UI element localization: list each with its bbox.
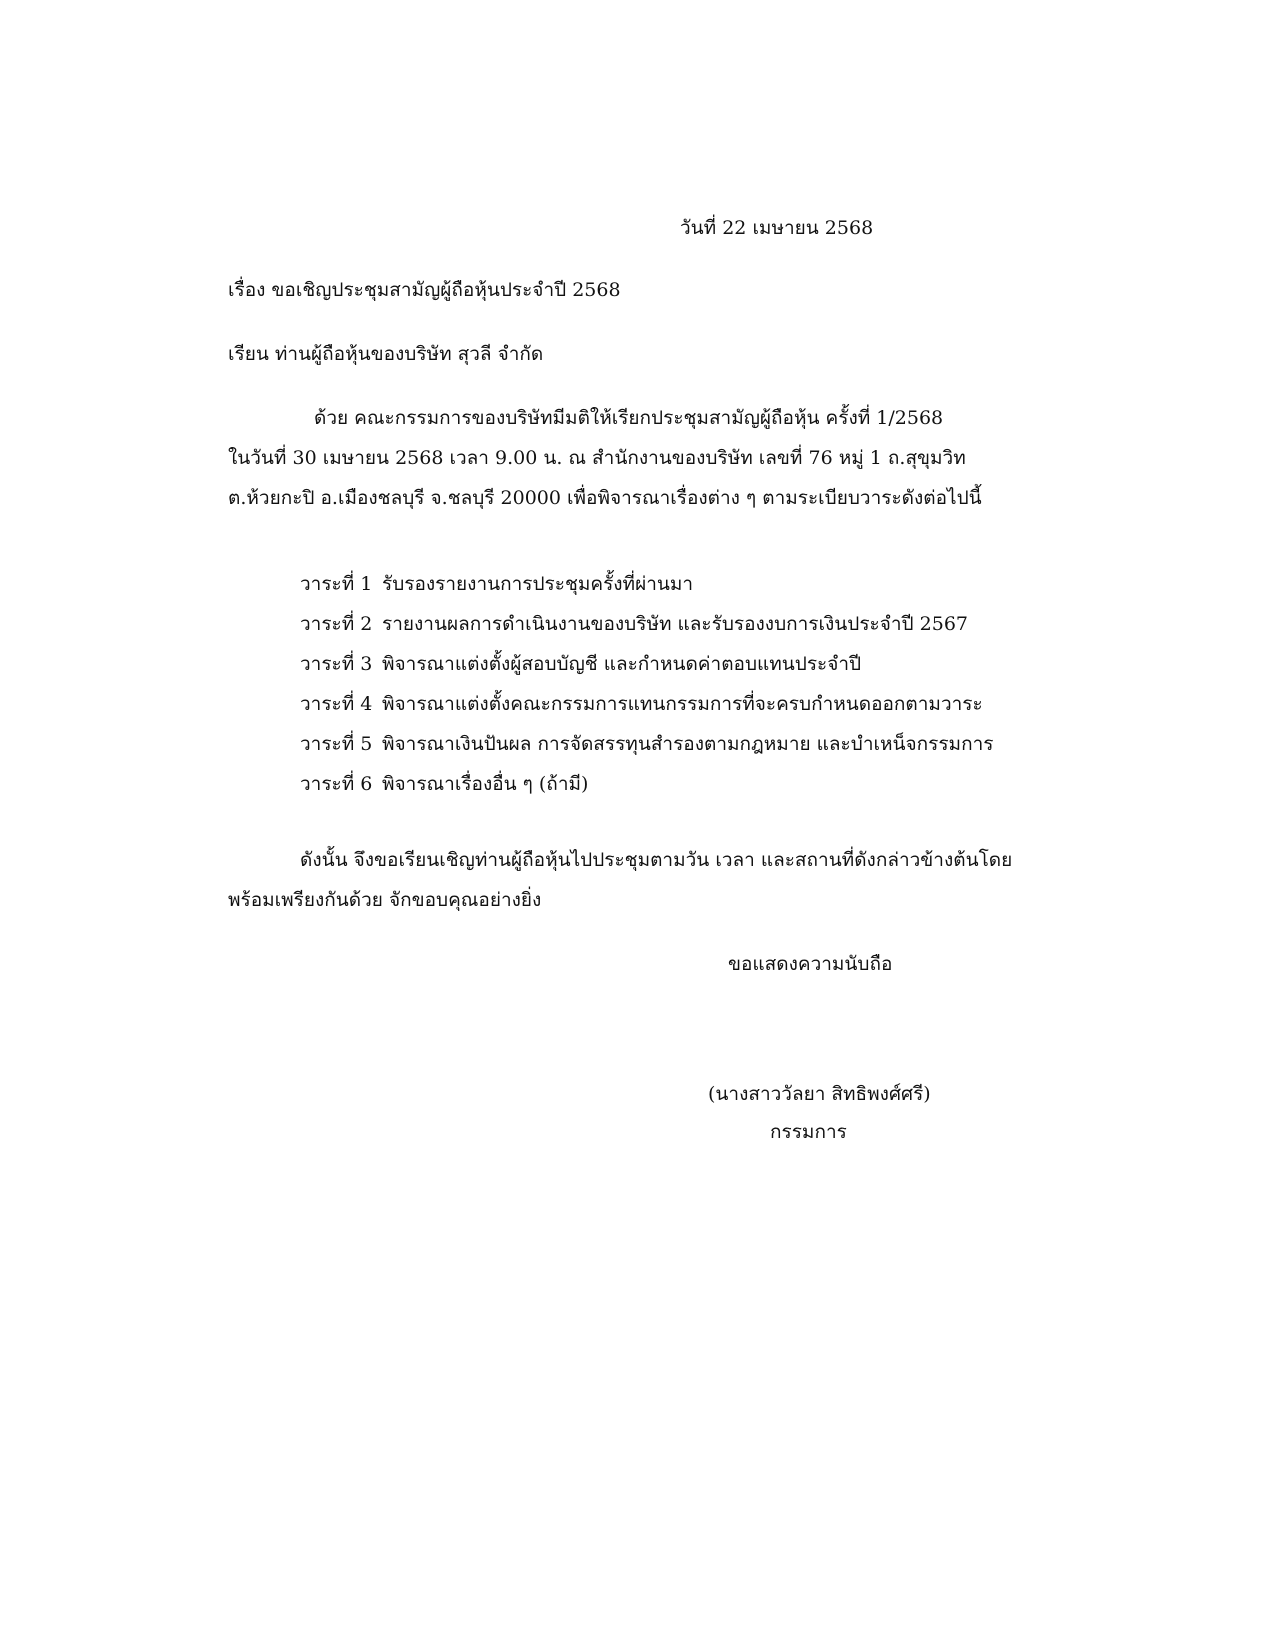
- agenda-number: วาระที่ 5: [300, 733, 373, 755]
- agenda-text: รายงานผลการดำเนินงานของบริษัท และรับรองงบการเงินประจำปี 2567: [382, 613, 968, 635]
- agenda-item: [300, 730, 993, 758]
- agenda-text: พิจารณาเรื่องอื่น ๆ (ถ้ามี): [382, 773, 589, 795]
- letter-subject: เรื่อง ขอเชิญประชุมสามัญผู้ถือหุ้นประจำปี 2568: [228, 279, 621, 301]
- agenda-number: วาระที่ 4: [300, 693, 373, 715]
- agenda-number: วาระที่ 2: [300, 613, 373, 635]
- agenda-text: พิจารณาแต่งตั้งผู้สอบบัญชี และกำหนดค่าตอบแทนประจำปี: [382, 653, 862, 675]
- agenda-item: [300, 610, 968, 638]
- agenda-item: [300, 570, 693, 598]
- letter-date: วันที่ 22 เมษายน 2568: [680, 217, 874, 239]
- signer-name: (นางสาววัลยา สิทธิพงศ์ศรี): [708, 1083, 931, 1105]
- agenda-text: พิจารณาแต่งตั้งคณะกรรมการแทนกรรมการที่จะครบกำหนดออกตามวาระ: [382, 693, 983, 715]
- intro-line: ด้วย คณะกรรมการของบริษัทมีมติให้เรียกประชุมสามัญผู้ถือหุ้น ครั้งที่ 1/2568: [314, 407, 944, 429]
- agenda-number: วาระที่ 3: [300, 653, 373, 675]
- letter-salutation: เรียน ท่านผู้ถือหุ้นของบริษัท สุวลี จำกัด: [228, 343, 544, 365]
- agenda-item: [300, 690, 983, 718]
- agenda-item: [300, 770, 588, 798]
- closing-line: พร้อมเพรียงกันด้วย จักขอบคุณอย่างยิ่ง: [228, 889, 542, 911]
- sign-off: ขอแสดงความนับถือ: [728, 953, 893, 975]
- signer-title: กรรมการ: [770, 1121, 847, 1143]
- agenda-item: [300, 650, 861, 678]
- closing-line: ดังนั้น จึงขอเรียนเชิญท่านผู้ถือหุ้นไปประชุมตามวัน เวลา และสถานที่ดังกล่าวข้างต้นโดย: [300, 849, 1013, 871]
- agenda-text: รับรองรายงานการประชุมครั้งที่ผ่านมา: [382, 573, 694, 595]
- agenda-number: วาระที่ 1: [300, 573, 373, 595]
- agenda-number: วาระที่ 6: [300, 773, 373, 795]
- intro-line: ต.ห้วยกะปิ อ.เมืองชลบุรี จ.ชลบุรี 20000 เพื่อพิจารณาเรื่องต่าง ๆ ตามระเบียบวาระดังต่อไปนี้: [228, 487, 982, 509]
- agenda-text: พิจารณาเงินปันผล การจัดสรรทุนสำรองตามกฎหมาย และบำเหน็จกรรมการ: [382, 733, 994, 755]
- intro-line: ในวันที่ 30 เมษายน 2568 เวลา 9.00 น. ณ สำนักงานของบริษัท เลขที่ 76 หมู่ 1 ถ.สุขุมวิท: [228, 447, 966, 469]
